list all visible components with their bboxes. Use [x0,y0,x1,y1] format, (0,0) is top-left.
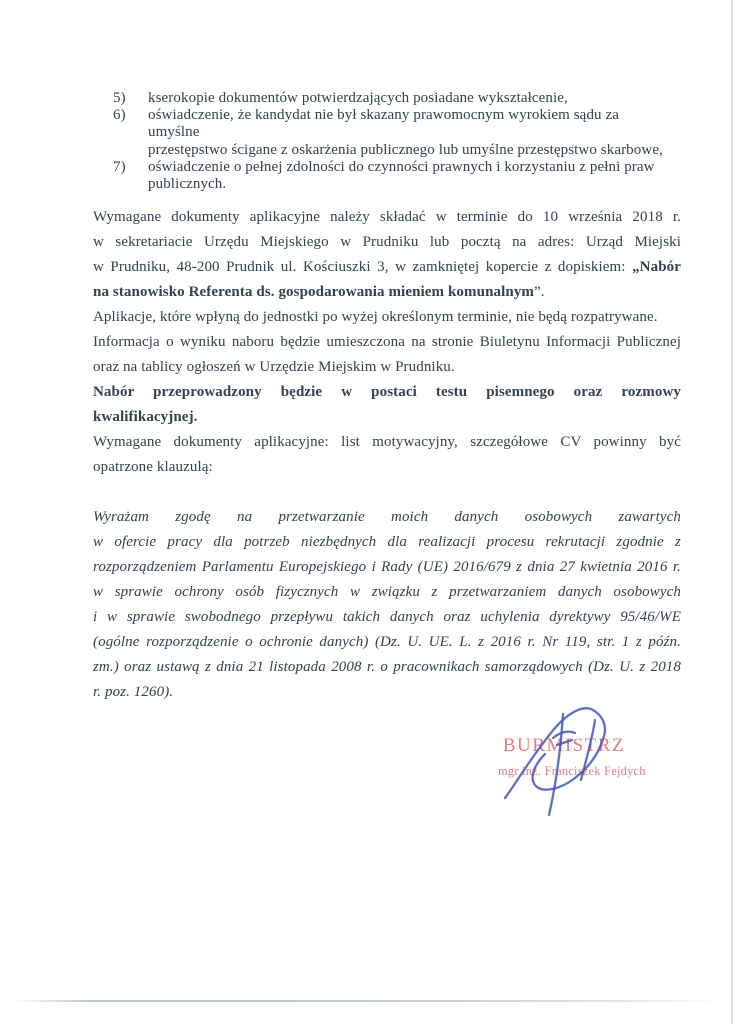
stamp-name: mgr inż. Franciszek Fejdych [498,764,646,778]
text-segment: Informacja o wyniku naboru będzie umieszczona na stronie Biuletynu Informacji Publicznej [93,334,681,350]
list-line [113,90,665,107]
text-segment: w ofercie pracy dla potrzeb niezbędnych dla realizacji procesu rekrutacji zgodnie z [93,534,681,550]
text-segment: Nabór przeprowadzony będzie w postaci testu pisemnego oraz rozmowy [93,384,681,400]
text-line [93,430,681,455]
paragraph [93,305,681,330]
paragraph [93,380,681,430]
text-line [93,505,681,530]
text-line [93,255,681,280]
text-segment: oraz na tablicy ogłoszeń w Urzędzie Miejskim w Prudniku. [93,359,455,375]
text-line [93,655,681,680]
scan-artifact-right-edge [731,0,733,1024]
text-segment: na stanowisko Referenta ds. gospodarowania mieniem komunalnym [93,284,535,300]
text-segment: opatrzone klauzulą: [93,459,213,475]
text-line [93,455,681,480]
list-item-number [113,142,148,159]
text-line [93,355,681,380]
text-line [93,330,681,355]
text-segment: r. poz. 1260). [93,684,174,700]
text-line [93,555,681,580]
stamp-title: BURMISTRZ [502,735,626,756]
text-segment: Wymagane dokumenty aplikacyjne: list motywacyjny, szczegółowe CV powinny być [93,434,681,450]
text-line [93,530,681,555]
paragraph [93,205,681,305]
text-segment: w Prudniku, 48-200 Prudnik ul. Kościuszki 3, w zamkniętej kopercie z dopiskiem: [93,259,633,275]
paragraph [93,430,681,480]
list-item-text: kserokopie dokumentów potwierdzających posiadane wykształcenie, [148,90,568,106]
numbered-list [113,90,665,193]
text-segment: w sekretariacie Urzędu Miejskiego w Prudniku lub pocztą na adres: Urząd Miejski [93,234,681,250]
text-segment: (ogólne rozporządzenie o ochronie danych) (Dz. U. UE. L. z 2016 r. Nr 119, str. 1 z późn. [93,634,681,650]
list-line [113,176,665,193]
text-line [93,380,681,405]
list-line [113,142,665,159]
text-segment: kwalifikacyjnej. [93,409,198,425]
text-line [93,580,681,605]
text-line [93,280,681,305]
list-line [113,107,665,141]
list-item-number: 5) [113,90,126,106]
paragraph [93,330,681,380]
paragraphs [93,205,681,705]
list-item-text: oświadczenie o pełnej zdolności do czynności prawnych i korzystaniu z pełni praw [148,158,655,175]
text-line [93,305,681,330]
text-segment: ”. [534,284,545,300]
list-item-text: publicznych. [148,176,227,193]
text-segment: „Nabór [632,259,681,275]
text-line [93,230,681,255]
list-item-text: oświadczenie, że kandydat nie był skazany prawomocnym wyrokiem sądu za umyślne [148,107,620,141]
list-item-text: przestępstwo ścigane z oskarżenia publicznego lub umyślne przestępstwo skarbowe, [148,141,663,158]
text-segment: Aplikacje, które wpłyną do jednostki po wyżej określonym terminie, nie będą rozpatrywane. [93,309,658,325]
list-item-number: 7) [113,158,126,175]
text-line [93,405,681,430]
text-segment: w sprawie ochrony osób fizycznych w związku z przetwarzaniem danych osobowych [93,584,681,600]
scan-artifact-bottom-line [8,1000,724,1002]
text-line [93,205,681,230]
paragraph [93,505,681,705]
handwritten-signature-icon [485,700,646,825]
text-segment: zm.) oraz ustawą z dnia 21 listopada 2008 r. o pracownikach samorządowych (Dz. U. z 2018 [93,659,681,675]
list-line [113,159,665,176]
list-item-number: 6) [113,107,126,124]
text-segment: i w sprawie swobodnego przepływu takich danych oraz uchylenia dyrektywy 95/46/WE [93,609,681,625]
text-segment: rozporządzeniem Parlamentu Europejskiego i Rady (UE) 2016/679 z dnia 27 kwietnia 2016 r. [93,559,681,575]
text-segment: Wyrażam zgodę na przetwarzanie moich danych osobowych zawartych [93,509,681,525]
list-item-number [113,176,148,193]
text-segment: Wymagane dokumenty aplikacyjne należy składać w terminie do 10 września 2018 r. [93,209,681,225]
text-line [93,630,681,655]
text-line [93,605,681,630]
